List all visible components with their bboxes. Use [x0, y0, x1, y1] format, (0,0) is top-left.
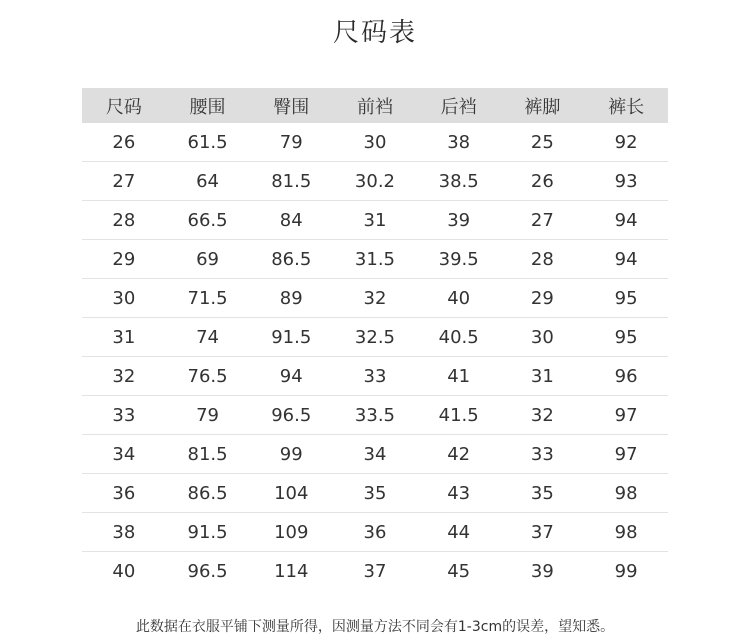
table-cell: 30 [501, 318, 585, 357]
table-cell: 35 [333, 474, 417, 513]
table-cell: 69 [166, 240, 250, 279]
table-cell: 40.5 [417, 318, 501, 357]
table-cell: 92 [584, 123, 668, 162]
table-cell: 104 [249, 474, 333, 513]
table-cell: 30.2 [333, 162, 417, 201]
table-cell: 28 [501, 240, 585, 279]
table-cell: 28 [82, 201, 166, 240]
table-cell: 61.5 [166, 123, 250, 162]
table-cell: 38 [82, 513, 166, 552]
table-cell: 94 [584, 201, 668, 240]
table-cell: 32.5 [333, 318, 417, 357]
table-cell: 99 [614, 560, 638, 582]
table-row [82, 474, 668, 513]
table-cell: 44 [417, 513, 501, 552]
table-cell: 40 [417, 279, 501, 318]
table-cell: 37 [501, 513, 585, 552]
table-cell: 33 [82, 396, 166, 435]
table-row [82, 240, 668, 279]
table-cell: 91.5 [249, 318, 333, 357]
table-cell: 35 [501, 474, 585, 513]
table-cell: 31 [501, 357, 585, 396]
table-cell: 94 [249, 357, 333, 396]
table-row [82, 396, 668, 435]
table-cell: 32 [501, 396, 585, 435]
column-header: 裤长 [608, 96, 645, 118]
table-cell: 76.5 [166, 357, 250, 396]
table-cell: 79 [166, 396, 250, 435]
table-cell: 96 [584, 357, 668, 396]
table-cell: 96.5 [249, 396, 333, 435]
table-cell: 36 [82, 474, 166, 513]
table-cell: 71.5 [166, 279, 250, 318]
table-cell: 95 [584, 318, 668, 357]
table-cell: 79 [249, 123, 333, 162]
page-title: 尺码表 [332, 18, 417, 48]
table-cell: 97 [584, 435, 668, 474]
table-cell: 93 [584, 162, 668, 201]
table-cell: 33 [333, 357, 417, 396]
table-cell: 34 [82, 435, 166, 474]
table-row [82, 201, 668, 240]
table-cell: 114 [274, 560, 309, 582]
table-cell: 27 [501, 201, 585, 240]
table-row [82, 123, 668, 162]
column-header: 臀围 [273, 96, 310, 118]
size-table-head [82, 88, 668, 123]
table-cell: 29 [82, 240, 166, 279]
column-header: 裤脚 [524, 96, 561, 118]
table-cell: 95 [584, 279, 668, 318]
column-header: 腰围 [189, 96, 226, 118]
table-cell: 81.5 [249, 162, 333, 201]
table-cell: 33 [501, 435, 585, 474]
table-cell: 36 [333, 513, 417, 552]
table-cell: 64 [166, 162, 250, 201]
table-cell: 42 [417, 435, 501, 474]
table-cell: 40 [112, 560, 136, 582]
table-cell: 41.5 [417, 396, 501, 435]
table-cell: 84 [249, 201, 333, 240]
table-cell: 97 [584, 396, 668, 435]
table-cell: 91.5 [166, 513, 250, 552]
table-cell: 99 [249, 435, 333, 474]
table-row [82, 513, 668, 552]
table-row [82, 435, 668, 474]
table-row [82, 162, 668, 201]
table-cell: 39 [417, 201, 501, 240]
header-row [82, 88, 668, 123]
table-cell: 31 [82, 318, 166, 357]
table-cell: 33.5 [333, 396, 417, 435]
column-header: 尺码 [105, 96, 142, 118]
table-cell: 74 [166, 318, 250, 357]
table-cell: 31 [333, 201, 417, 240]
table-cell: 98 [584, 513, 668, 552]
table-cell: 34 [333, 435, 417, 474]
table-cell: 37 [363, 560, 387, 582]
table-cell: 89 [249, 279, 333, 318]
column-header: 前裆 [356, 96, 393, 118]
table-row [82, 318, 668, 357]
table-cell: 86.5 [166, 474, 250, 513]
table-cell: 45 [447, 560, 471, 582]
table-cell: 94 [584, 240, 668, 279]
column-header: 后裆 [440, 96, 477, 118]
table-cell: 98 [584, 474, 668, 513]
table-cell: 27 [82, 162, 166, 201]
size-table [82, 88, 668, 590]
table-cell: 25 [501, 123, 585, 162]
size-table-container [82, 88, 668, 590]
table-cell: 86.5 [249, 240, 333, 279]
table-cell: 39.5 [417, 240, 501, 279]
table-row [82, 552, 668, 591]
table-cell: 32 [82, 357, 166, 396]
table-cell: 30 [82, 279, 166, 318]
table-cell: 39 [530, 560, 554, 582]
table-cell: 26 [82, 123, 166, 162]
table-cell: 43 [417, 474, 501, 513]
table-cell: 26 [501, 162, 585, 201]
table-row [82, 357, 668, 396]
measurement-note: 此数据在衣服平铺下测量所得，因测量方法不同会有1-3cm的误差，望知悉。 [135, 619, 615, 635]
table-cell: 96.5 [187, 560, 228, 582]
table-cell: 31.5 [333, 240, 417, 279]
table-cell: 32 [333, 279, 417, 318]
table-cell: 38 [417, 123, 501, 162]
size-table-body [82, 123, 668, 590]
table-cell: 81.5 [166, 435, 250, 474]
table-cell: 109 [249, 513, 333, 552]
table-cell: 66.5 [166, 201, 250, 240]
table-cell: 38.5 [417, 162, 501, 201]
table-cell: 29 [501, 279, 585, 318]
table-row [82, 279, 668, 318]
table-cell: 30 [333, 123, 417, 162]
table-cell: 41 [417, 357, 501, 396]
